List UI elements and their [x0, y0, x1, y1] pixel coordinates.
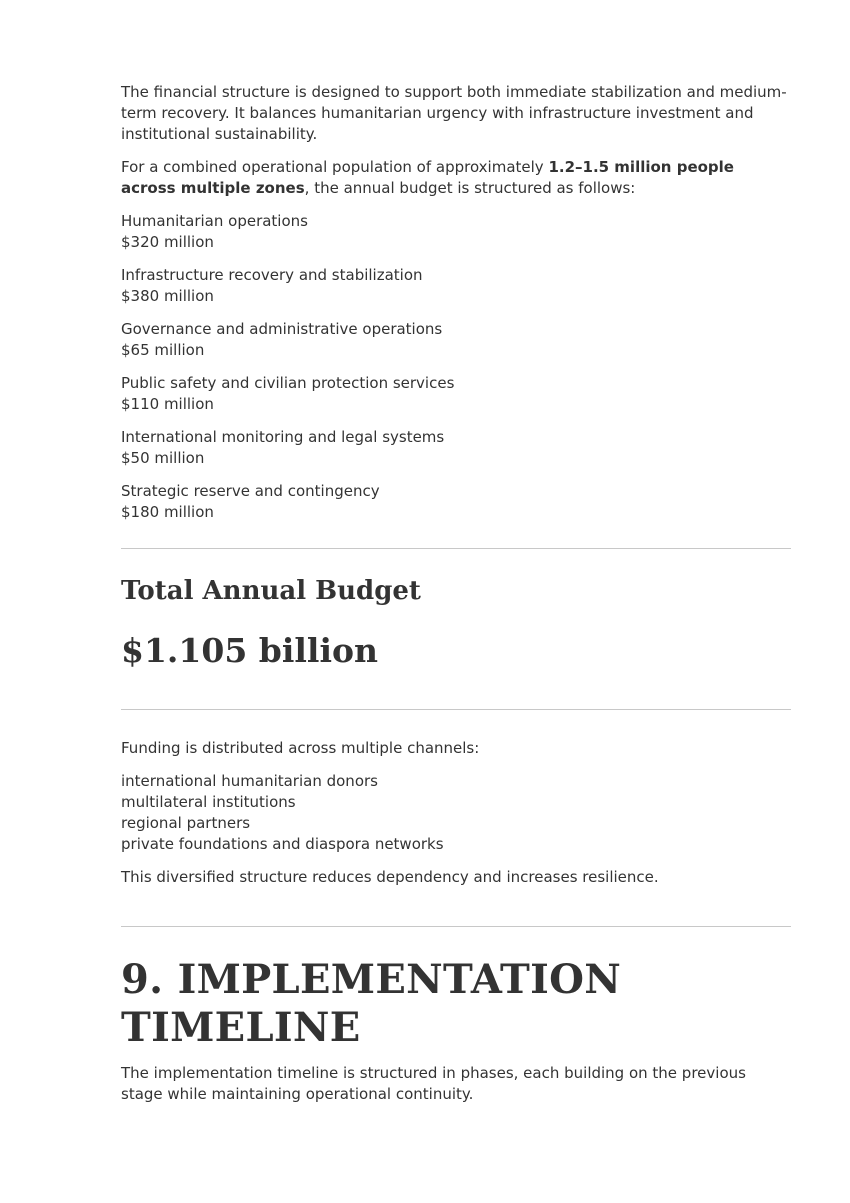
budget-item	[121, 319, 791, 361]
total-budget-value: $1.105 billion	[121, 631, 379, 670]
budget-item-label: Strategic reserve and contingency	[121, 482, 380, 500]
budget-item-amount: $65 million	[121, 341, 205, 359]
intro-paragraph-1: The financial structure is designed to support both immediate stabilization and medium-term recovery. It balances humanitarian urgency with infrastructure investment and institutional sustainability.	[121, 83, 787, 143]
funding-closing: This diversified structure reduces dependency and increases resilience.	[121, 868, 659, 886]
intro-paragraph-2-prefix: For a combined operational population of approximately	[121, 158, 549, 176]
list-item: regional partners	[121, 814, 251, 832]
budget-item-amount: $180 million	[121, 503, 214, 521]
list-item: international humanitarian donors	[121, 772, 378, 790]
intro-paragraph-2-suffix: , the annual budget is structured as follows:	[304, 179, 636, 197]
budget-item-amount: $380 million	[121, 287, 214, 305]
document-page	[121, 82, 791, 1105]
budget-item	[121, 427, 791, 469]
divider	[121, 548, 791, 549]
budget-item-amount: $320 million	[121, 233, 214, 251]
budget-item-label: Humanitarian operations	[121, 212, 308, 230]
budget-list	[121, 211, 791, 523]
budget-item	[121, 211, 791, 253]
budget-item-label: Infrastructure recovery and stabilization	[121, 266, 423, 284]
divider	[121, 709, 791, 710]
funding-channels-list	[121, 771, 791, 855]
timeline-intro: The implementation timeline is structured in phases, each building on the previous stage while maintaining operational continuity.	[121, 1064, 746, 1103]
budget-item-amount: $50 million	[121, 449, 205, 467]
intro-paragraph-2	[121, 157, 791, 199]
list-item: multilateral institutions	[121, 793, 296, 811]
population-highlight: 1.2–1.5 million people across multiple zones	[121, 158, 734, 197]
budget-item-label: Governance and administrative operations	[121, 320, 443, 338]
budget-item	[121, 265, 791, 307]
budget-item	[121, 373, 791, 415]
budget-item-amount: $110 million	[121, 395, 214, 413]
budget-item	[121, 481, 791, 523]
divider	[121, 926, 791, 927]
total-budget-heading: Total Annual Budget	[121, 576, 421, 606]
budget-item-label: Public safety and civilian protection services	[121, 374, 455, 392]
budget-item-label: International monitoring and legal systems	[121, 428, 445, 446]
section-title: 9. IMPLEMENTATION TIMELINE	[121, 956, 622, 1051]
funding-intro: Funding is distributed across multiple channels:	[121, 739, 480, 757]
list-item: private foundations and diaspora networks	[121, 835, 444, 853]
